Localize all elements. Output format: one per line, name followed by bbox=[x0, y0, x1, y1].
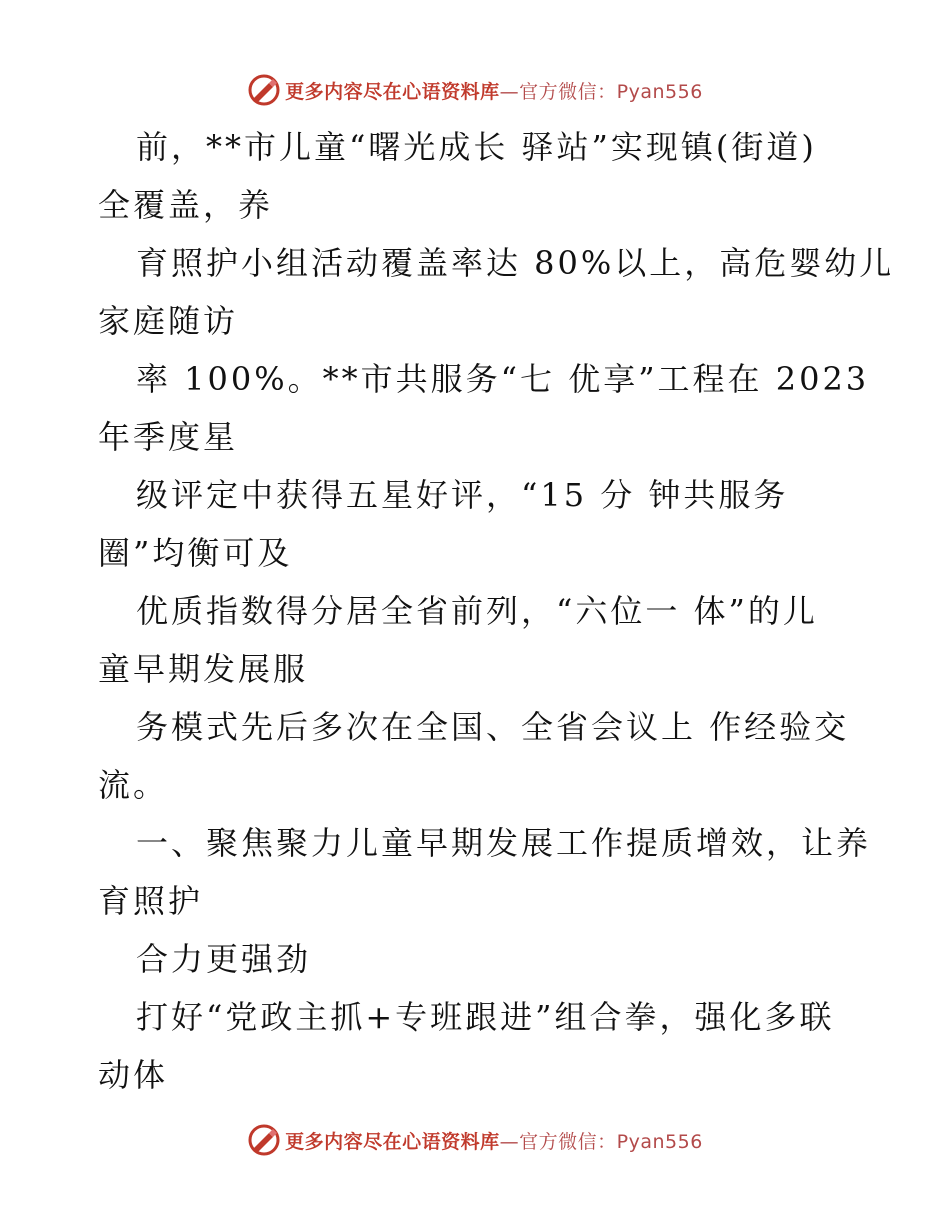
pen-logo-icon bbox=[247, 73, 281, 107]
text-line: 优质指数得分居全省前列，“六位一 体”的儿 bbox=[136, 592, 818, 630]
text-line: 育照护 bbox=[98, 882, 204, 920]
text-line: 童早期发展服 bbox=[98, 650, 309, 688]
pen-logo-icon bbox=[247, 1123, 281, 1157]
text-line: 流。 bbox=[98, 766, 169, 804]
text-line: 务模式先后多次在全国、全省会议上 作经验交 bbox=[136, 708, 850, 746]
text-line: 全覆盖，养 bbox=[98, 186, 274, 224]
header-brand: 更多内容尽在心语资料库 bbox=[285, 80, 500, 103]
text-line: 育照护小组活动覆盖率达 80%以上，高危婴幼儿 bbox=[136, 244, 895, 282]
text-line: 一、聚焦聚力儿童早期发展工作提质增效，让养 bbox=[136, 824, 872, 862]
text-line: 家庭随访 bbox=[98, 302, 239, 340]
footer-banner bbox=[0, 1120, 950, 1160]
footer-brand: 更多内容尽在心语资料库 bbox=[285, 1130, 500, 1153]
text-line: 前，**市儿童“曙光成长 驿站”实现镇(街道) bbox=[136, 128, 817, 166]
document-body bbox=[98, 118, 895, 1104]
text-line: 级评定中获得五星好评，“15 分 钟共服务 bbox=[136, 476, 789, 514]
text-line: 打好“党政主抓+专班跟进”组合拳，强化多联 bbox=[136, 998, 835, 1036]
footer-contact: —官方微信：Pyan556 bbox=[499, 1130, 703, 1153]
text-line: 合力更强劲 bbox=[136, 940, 312, 978]
header-text bbox=[285, 77, 703, 104]
text-line: 率 100%。**市共服务“七 优享”工程在 2023 bbox=[136, 360, 870, 398]
text-line: 年季度星 bbox=[98, 418, 239, 456]
text-line: 圈”均衡可及 bbox=[98, 534, 293, 572]
footer-text bbox=[285, 1127, 703, 1154]
header-contact: —官方微信：Pyan556 bbox=[499, 80, 703, 103]
header-banner bbox=[0, 70, 950, 110]
text-line: 动体 bbox=[98, 1056, 169, 1094]
